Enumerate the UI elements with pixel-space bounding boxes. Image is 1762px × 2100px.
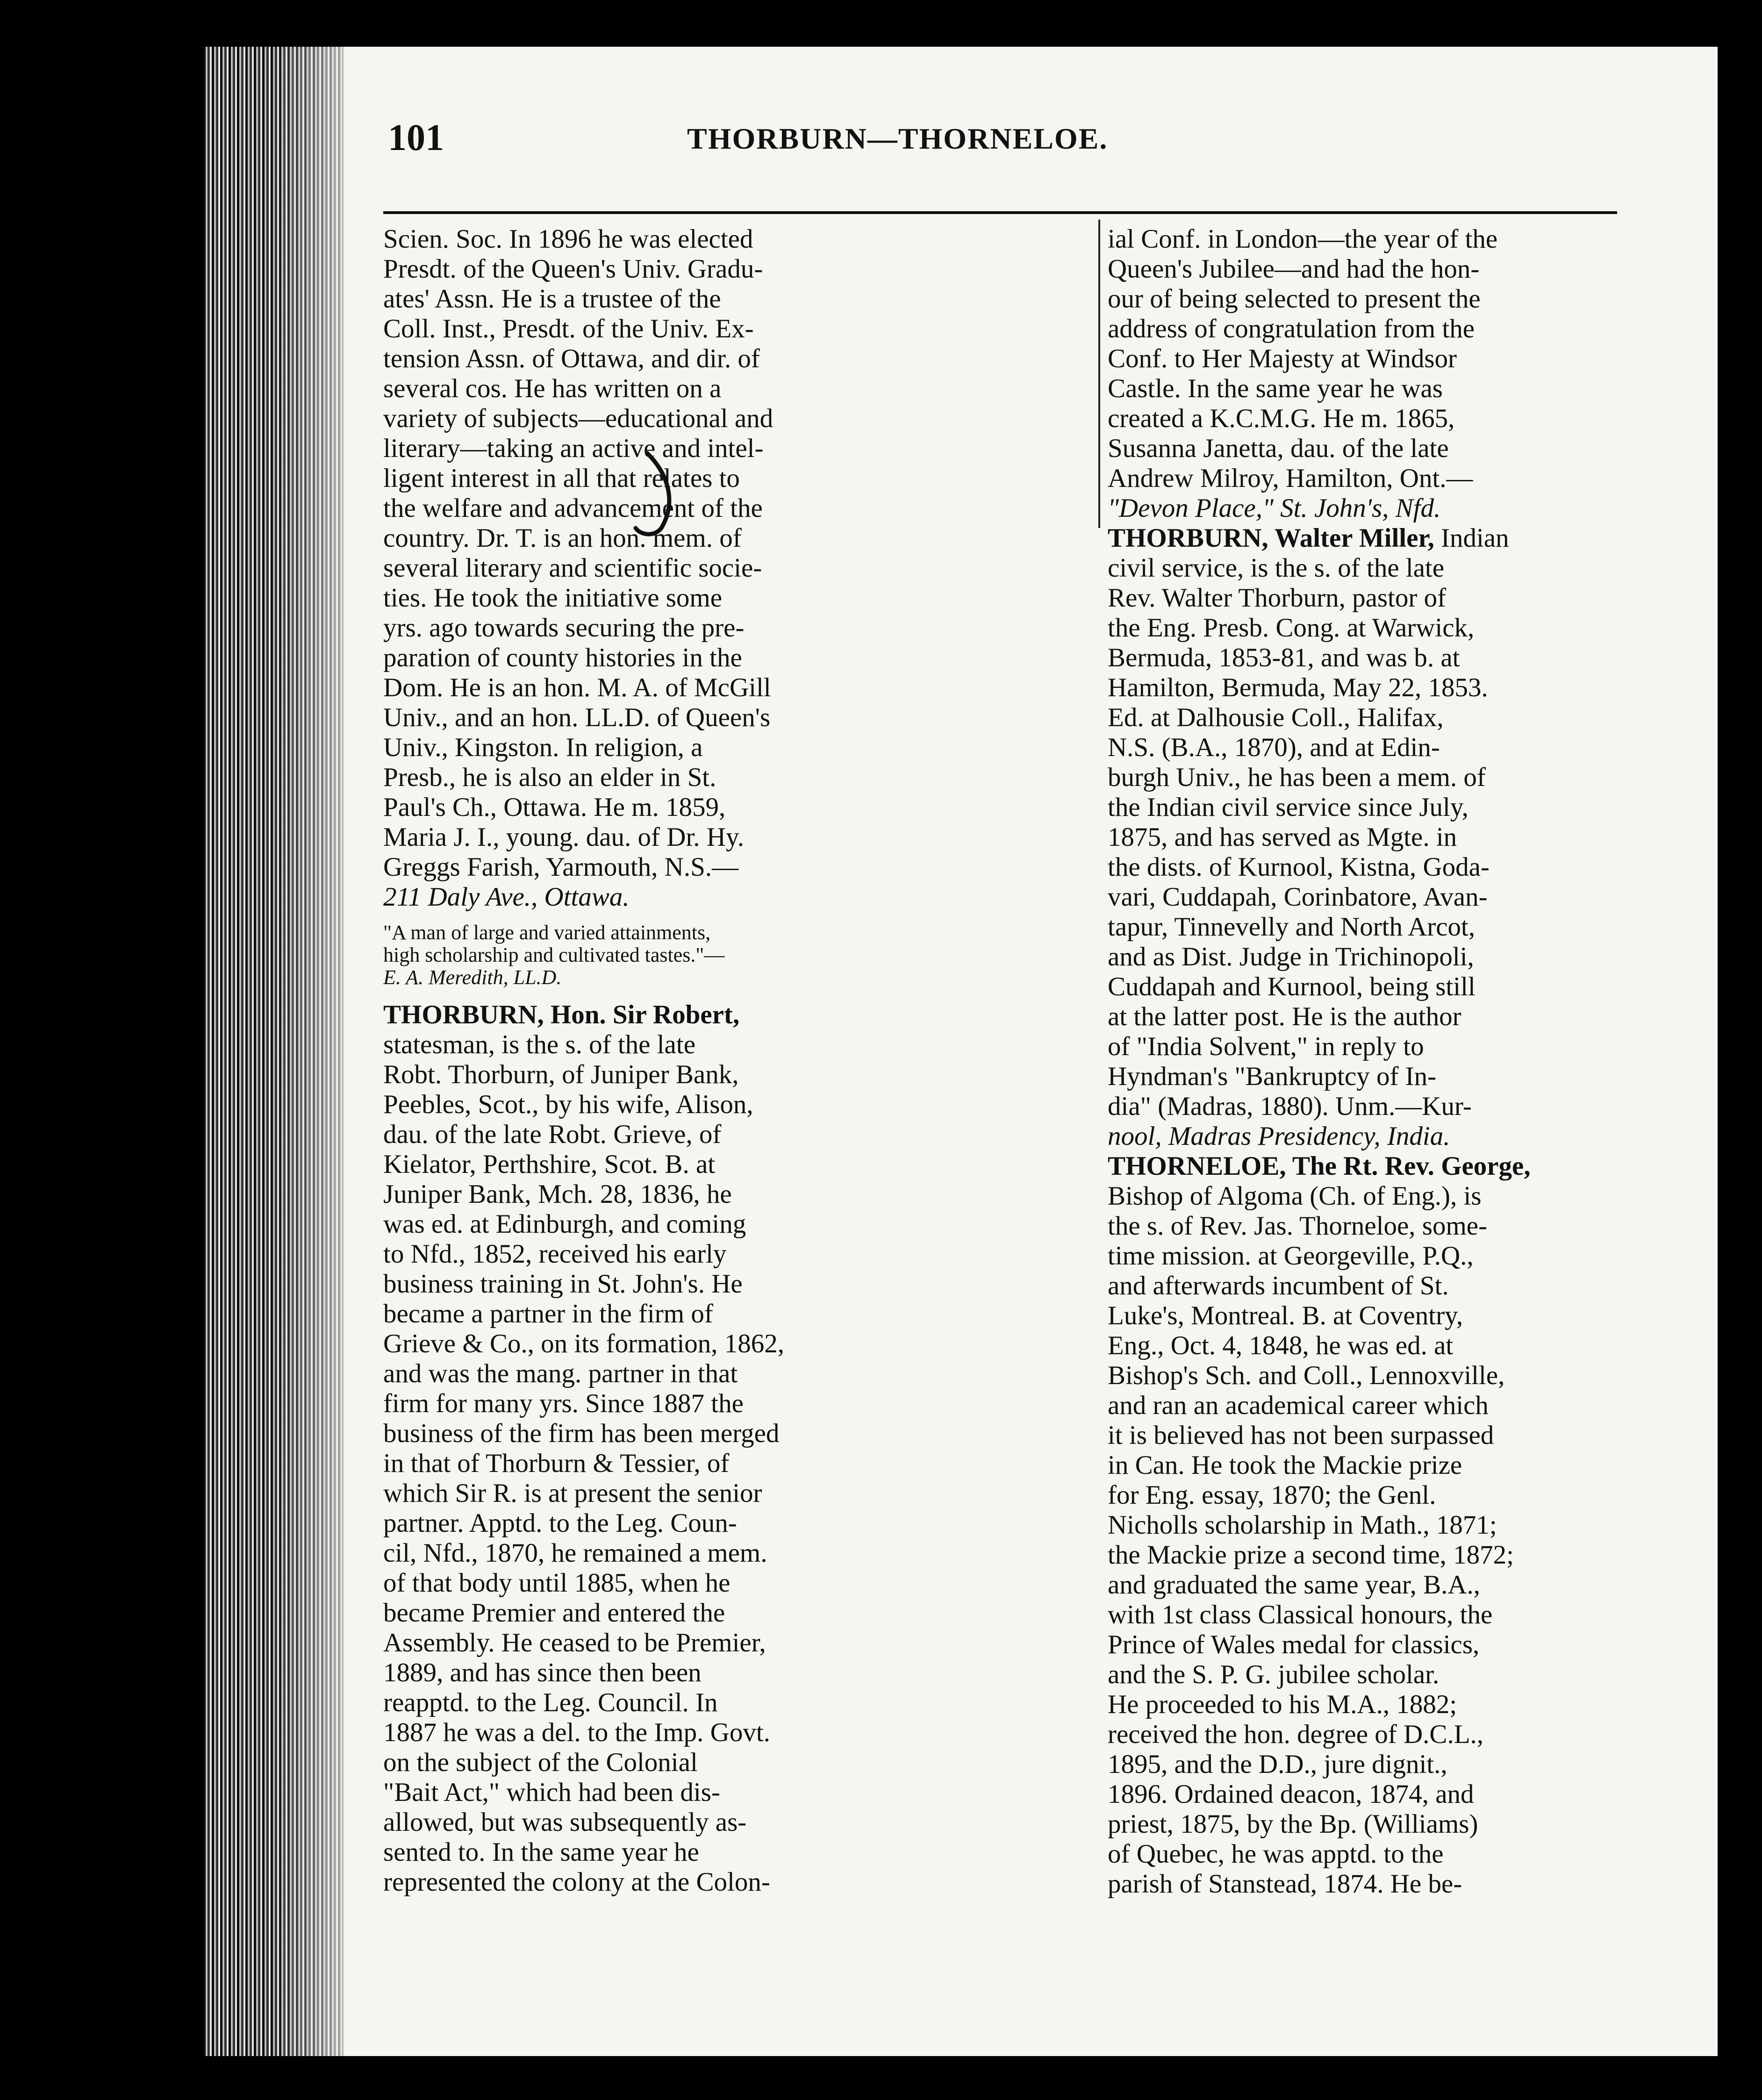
- entry-walter-miller-thorburn: [1108, 523, 1617, 1151]
- text-line: "Bait Act," which had been dis-: [383, 1778, 720, 1807]
- text-line: Coll. Inst., Presdt. of the Univ. Ex-: [383, 314, 754, 343]
- text-line: business training in St. John's. He: [383, 1269, 743, 1299]
- text-line: of Quebec, he was apptd. to the: [1108, 1839, 1444, 1869]
- text-line: and was the mang. partner in that: [383, 1359, 738, 1388]
- text-line: ates' Assn. He is a trustee of the: [383, 284, 721, 314]
- text-line: Dom. He is an hon. M. A. of McGill: [383, 673, 771, 702]
- text-line: Kielator, Perthshire, Scot. B. at: [383, 1150, 716, 1179]
- text-line: dau. of the late Robt. Grieve, of: [383, 1120, 722, 1149]
- quote-line: "A man of large and varied attainments,: [383, 921, 711, 944]
- text-line: on the subject of the Colonial: [383, 1748, 698, 1777]
- text-line: parish of Stanstead, 1874. He be-: [1108, 1869, 1462, 1899]
- text-line: Peebles, Scot., by his wife, Alison,: [383, 1090, 753, 1119]
- text-line: became a partner in the firm of: [383, 1299, 713, 1329]
- text-line: several literary and scientific socie-: [383, 553, 762, 583]
- text-line: N.S. (B.A., 1870), and at Edin-: [1108, 733, 1440, 762]
- text-line: and afterwards incumbent of St.: [1108, 1271, 1449, 1300]
- text-line: Bishop of Algoma (Ch. of Eng.), is: [1108, 1181, 1482, 1211]
- entry-heading: THORBURN, Walter Miller,: [1108, 523, 1434, 553]
- text-line: Castle. In the same year he was: [1108, 374, 1443, 403]
- text-line: at the latter post. He is the author: [1108, 1002, 1461, 1031]
- text-line: Hamilton, Bermuda, May 22, 1853.: [1108, 673, 1488, 702]
- text-line: Susanna Janetta, dau. of the late: [1108, 434, 1449, 463]
- text-line: address of congratulation from the: [1108, 314, 1475, 343]
- text-line: with 1st class Classical honours, the: [1108, 1600, 1493, 1629]
- text-line: civil service, is the s. of the late: [1108, 553, 1445, 583]
- text-line: cil, Nfd., 1870, he remained a mem.: [383, 1538, 767, 1568]
- text-line: tapur, Tinnevelly and North Arcot,: [1108, 912, 1475, 942]
- text-line: of that body until 1885, when he: [383, 1568, 731, 1598]
- text-line: firm for many yrs. Since 1887 the: [383, 1389, 744, 1418]
- page-number: 101: [388, 117, 444, 158]
- text-line: Andrew Milroy, Hamilton, Ont.—: [1108, 464, 1473, 493]
- text-line: in that of Thorburn & Tessier, of: [383, 1449, 730, 1478]
- text-line: dia" (Madras, 1880). Unm.—Kur-: [1108, 1092, 1472, 1121]
- text-line: 1889, and has since then been: [383, 1658, 702, 1687]
- text-line: and as Dist. Judge in Trichinopoli,: [1108, 942, 1474, 971]
- text-line: burgh Univ., he has been a mem. of: [1108, 763, 1486, 792]
- text-line: Scien. Soc. In 1896 he was elected: [383, 224, 753, 254]
- quote-attribution: E. A. Meredith, LL.D.: [383, 966, 562, 989]
- text-line: Presb., he is also an elder in St.: [383, 763, 716, 792]
- text-line: was ed. at Edinburgh, and coming: [383, 1209, 746, 1239]
- text-line: the Indian civil service since July,: [1108, 793, 1468, 822]
- text-line: Hyndman's "Bankruptcy of In-: [1108, 1062, 1437, 1091]
- text-line: ties. He took the initiative some: [383, 583, 723, 613]
- text-line: literary—taking an active and intel-: [383, 434, 764, 463]
- text-line: 1887 he was a del. to the Imp. Govt.: [383, 1718, 770, 1747]
- entry-sir-robert-thorburn: [383, 1000, 1103, 1897]
- text-line: Rev. Walter Thorburn, pastor of: [1108, 583, 1447, 613]
- text-line: yrs. ago towards securing the pre-: [383, 613, 745, 643]
- text-line: priest, 1875, by the Bp. (Williams): [1108, 1809, 1478, 1839]
- text-fragment: Indian: [1434, 523, 1509, 553]
- text-line: the welfare and advancement of the: [383, 493, 763, 523]
- text-line: it is believed has not been surpassed: [1108, 1421, 1494, 1450]
- entry-george-thorneloe: [1108, 1151, 1617, 1899]
- text-line: Univ., and an hon. LL.D. of Queen's: [383, 703, 771, 732]
- text-line: partner. Apptd. to the Leg. Coun-: [383, 1508, 737, 1538]
- text-line: Luke's, Montreal. B. at Coventry,: [1108, 1301, 1463, 1330]
- text-line: variety of subjects—educational and: [383, 404, 774, 433]
- text-line: Bishop's Sch. and Coll., Lennoxville,: [1108, 1361, 1505, 1390]
- sir-robert-continued: [1108, 224, 1617, 523]
- quote-line: high scholarship and cultivated tastes."—: [383, 943, 725, 966]
- text-line: Assembly. He ceased to be Premier,: [383, 1628, 766, 1657]
- binding-fade: [273, 47, 376, 2056]
- text-line: Conf. to Her Majesty at Windsor: [1108, 344, 1457, 373]
- text-line: of "India Solvent," in reply to: [1108, 1032, 1424, 1061]
- text-line: paration of county histories in the: [383, 643, 742, 672]
- text-line: Maria J. I., young. dau. of Dr. Hy.: [383, 822, 745, 852]
- text-line: ial Conf. in London—the year of the: [1108, 224, 1498, 254]
- text-line: Queen's Jubilee—and had the hon-: [1108, 254, 1480, 284]
- text-line: 1875, and has served as Mgte. in: [1108, 822, 1457, 852]
- entry-heading: THORNELOE, The Rt. Rev. George,: [1108, 1151, 1531, 1181]
- text-line: Cuddapah and Kurnool, being still: [1108, 972, 1475, 1001]
- testimonial-quote: [383, 912, 1103, 1000]
- text-line: Prince of Wales medal for classics,: [1108, 1630, 1480, 1659]
- text-line: our of being selected to present the: [1108, 284, 1481, 314]
- address-line: nool, Madras Presidency, India.: [1108, 1121, 1450, 1151]
- text-line: became Premier and entered the: [383, 1598, 725, 1628]
- text-line: received the hon. degree of D.C.L.,: [1108, 1720, 1484, 1749]
- text-line: represented the colony at the Colon-: [383, 1867, 770, 1897]
- text-line: Nicholls scholarship in Math., 1871;: [1108, 1510, 1497, 1540]
- text-line: in Can. He took the Mackie prize: [1108, 1450, 1462, 1480]
- text-line: business of the firm has been merged: [383, 1419, 780, 1448]
- text-line: the s. of Rev. Jas. Thorneloe, some-: [1108, 1211, 1488, 1241]
- text-line: Grieve & Co., on its formation, 1862,: [383, 1329, 785, 1358]
- text-line: Presdt. of the Queen's Univ. Gradu-: [383, 254, 763, 284]
- text-line: for Eng. essay, 1870; the Genl.: [1108, 1480, 1436, 1510]
- thorburn-continued-entry: [383, 224, 1103, 912]
- text-line: to Nfd., 1852, received his early: [383, 1239, 727, 1269]
- text-line: Univ., Kingston. In religion, a: [383, 733, 703, 762]
- text-line: and the S. P. G. jubilee scholar.: [1108, 1660, 1440, 1689]
- text-line: and ran an academical career which: [1108, 1391, 1489, 1420]
- text-line: country. Dr. T. is an hon. mem. of: [383, 523, 742, 553]
- page-header: [388, 112, 1472, 173]
- text-line: Bermuda, 1853-81, and was b. at: [1108, 643, 1460, 672]
- text-line: vari, Cuddapah, Corinbatore, Avan-: [1108, 882, 1488, 912]
- right-column: [1108, 224, 1617, 1899]
- text-line: several cos. He has written on a: [383, 374, 722, 403]
- text-line: Greggs Farish, Yarmouth, N.S.—: [383, 852, 739, 882]
- text-line: He proceeded to his M.A., 1882;: [1108, 1690, 1457, 1719]
- text-line: the dists. of Kurnool, Kistna, Goda-: [1108, 852, 1490, 882]
- text-line: Juniper Bank, Mch. 28, 1836, he: [383, 1179, 732, 1209]
- text-line: sented to. In the same year he: [383, 1837, 699, 1867]
- text-line: the Mackie prize a second time, 1872;: [1108, 1540, 1514, 1570]
- text-line: created a K.C.M.G. He m. 1865,: [1108, 404, 1455, 433]
- text-line: and graduated the same year, B.A.,: [1108, 1570, 1480, 1600]
- text-line: tension Assn. of Ottawa, and dir. of: [383, 344, 760, 373]
- running-title: THORBURN—THORNELOE.: [687, 122, 1108, 155]
- text-line: time mission. at Georgeville, P.Q.,: [1108, 1241, 1474, 1271]
- text-line: statesman, is the s. of the late: [383, 1030, 695, 1059]
- text-line: Eng., Oct. 4, 1848, he was ed. at: [1108, 1331, 1454, 1360]
- text-line: Ed. at Dalhousie Coll., Halifax,: [1108, 703, 1444, 732]
- header-rule: [383, 211, 1617, 214]
- text-line: the Eng. Presb. Cong. at Warwick,: [1108, 613, 1475, 643]
- left-column: [383, 224, 1103, 1897]
- entry-heading: THORBURN, Hon. Sir Robert,: [383, 1000, 740, 1029]
- text-line: 1896. Ordained deacon, 1874, and: [1108, 1779, 1474, 1809]
- text-line: Robt. Thorburn, of Juniper Bank,: [383, 1060, 739, 1089]
- text-line: Paul's Ch., Ottawa. He m. 1859,: [383, 793, 726, 822]
- text-line: ligent interest in all that relates to: [383, 464, 740, 493]
- address-line: "Devon Place," St. John's, Nfd.: [1108, 493, 1441, 523]
- address-line: 211 Daly Ave., Ottawa.: [383, 882, 630, 912]
- text-line: allowed, but was subsequently as-: [383, 1807, 747, 1837]
- text-line: reapptd. to the Leg. Council. In: [383, 1688, 718, 1717]
- text-line: which Sir R. is at present the senior: [383, 1479, 762, 1508]
- text-line: 1895, and the D.D., jure dignit.,: [1108, 1750, 1447, 1779]
